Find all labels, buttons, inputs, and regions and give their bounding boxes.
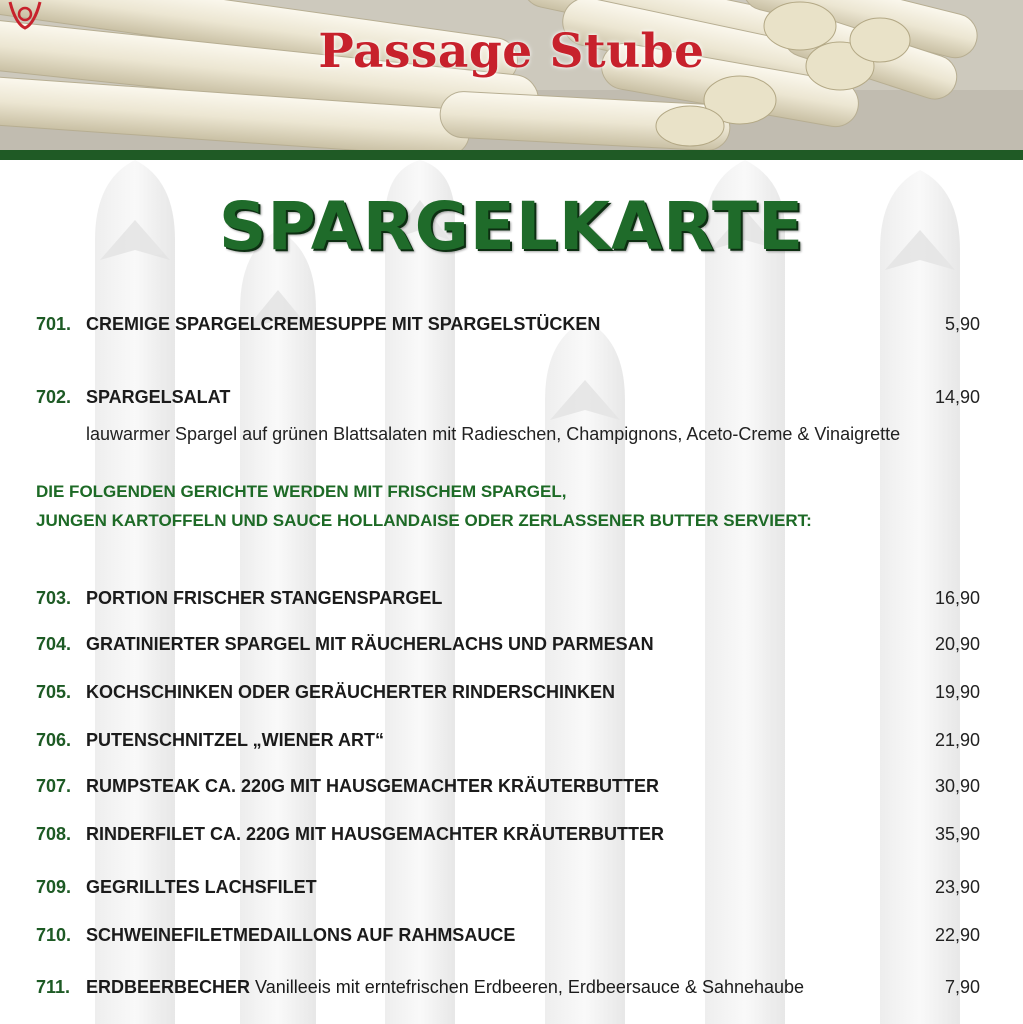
menu-item-710: [36, 925, 980, 949]
item-name: SPARGELSALAT: [86, 387, 231, 407]
item-number: 704.: [36, 634, 72, 654]
item-number: 708.: [36, 824, 72, 844]
menu-item-705: [36, 682, 980, 706]
divider-bar: [0, 150, 1023, 160]
serving-note-line-2: JUNGEN KARTOFFELN UND SAUCE HOLLANDAISE ODER ZERLASSENER BUTTER SERVIERT:: [36, 511, 812, 530]
item-name: KOCHSCHINKEN ODER GERÄUCHERTER RINDERSCHINKEN: [86, 682, 616, 702]
brand-logo: Passage Stube: [318, 24, 705, 79]
item-name-with-description: [86, 977, 804, 998]
item-number: 701.: [36, 314, 72, 334]
item-price: 30,90: [934, 776, 980, 796]
item-name: GRATINIERTER SPARGEL MIT RÄUCHERLACHS UND PARMESAN: [86, 634, 654, 654]
item-number: 703.: [36, 588, 72, 608]
menu-item-709: [36, 877, 980, 901]
menu-item-701: [36, 314, 980, 338]
item-description: Vanilleeis mit erntefrischen Erdbeeren, Erdbeersauce & Sahnehaube: [255, 977, 805, 997]
item-name: GEGRILLTES LACHSFILET: [86, 877, 317, 897]
item-name: PUTENSCHNITZEL „WIENER ART“: [86, 730, 385, 750]
menu-item-702: [36, 387, 980, 411]
item-name: PORTION FRISCHER STANGENSPARGEL: [86, 588, 443, 608]
item-description: lauwarmer Spargel auf grünen Blattsalaten mit Radieschen, Champignons, Aceto-Creme & Vinaigrette: [86, 424, 901, 444]
menu-item-703: [36, 588, 980, 612]
item-price: 5,90: [944, 314, 980, 334]
menu-item-704: [36, 634, 980, 658]
header-photo: [0, 0, 1023, 150]
item-number: 702.: [36, 387, 72, 407]
item-price: 16,90: [934, 588, 980, 608]
item-number: 707.: [36, 776, 72, 796]
menu-title: SPARGELKARTE: [218, 188, 805, 265]
item-name: ERDBEERBECHER: [86, 977, 251, 997]
item-price: 22,90: [934, 925, 980, 945]
item-number: 710.: [36, 925, 72, 945]
item-name: SCHWEINEFILETMEDAILLONS AUF RAHMSAUCE: [86, 925, 516, 945]
item-price: 21,90: [934, 730, 980, 750]
item-number: 706.: [36, 730, 72, 750]
item-number: 711.: [36, 977, 71, 997]
menu-item-706: [36, 730, 980, 754]
menu-item-707: [36, 776, 980, 800]
item-price: 19,90: [934, 682, 980, 702]
item-name: CREMIGE SPARGELCREMESUPPE MIT SPARGELSTÜCKEN: [86, 314, 601, 334]
item-price: 23,90: [934, 877, 980, 897]
menu-item-708: [36, 824, 980, 848]
item-price: 14,90: [934, 387, 980, 407]
item-price: 7,90: [944, 977, 980, 997]
item-price: 20,90: [934, 634, 980, 654]
menu-item-711: [36, 977, 980, 1001]
item-price: 35,90: [934, 824, 980, 844]
item-name: RUMPSTEAK CA. 220G MIT HAUSGEMACHTER KRÄUTERBUTTER: [86, 776, 660, 796]
serving-note-line-1: DIE FOLGENDEN GERICHTE WERDEN MIT FRISCHEM SPARGEL,: [36, 482, 567, 501]
item-number: 705.: [36, 682, 72, 702]
item-name: RINDERFILET CA. 220G MIT HAUSGEMACHTER KRÄUTERBUTTER: [86, 824, 665, 844]
item-number: 709.: [36, 877, 72, 897]
